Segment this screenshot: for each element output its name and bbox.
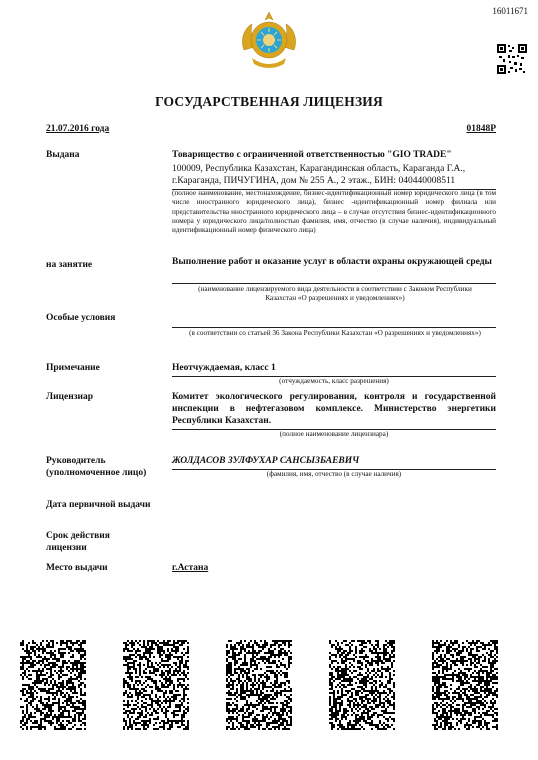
qr-code-icon [123,640,189,730]
validity-label-line2: лицензии [46,543,87,553]
qr-code-icon [329,640,395,730]
first-issue-label: Дата первичной выдачи [46,500,151,510]
state-emblem-icon [238,10,300,72]
licensor-label: Лицензиар [46,392,94,402]
issued-org-name: Товарищество с ограниченной ответственностью "GIO TRADE" [172,150,452,160]
qr-code-icon [432,640,498,730]
issued-address-line1: 100009, Республика Казахстан, Карагандинская область, Караганда Г.А., [172,164,466,174]
qr-code-icon [20,640,86,730]
license-number: 01848P [466,124,496,134]
head-value: ЖОЛДАСОВ ЗУЛФУХАР САНСЫЗБАЕВИЧ [172,456,360,466]
head-label-line1: Руководитель [46,456,106,466]
qr-code-icon [226,640,292,730]
remark-label: Примечание [46,363,100,373]
place-value: г.Астана [172,563,209,573]
licensor-note: (полное наименование лицензиара) [279,430,389,438]
remark-value: Неотчуждаемая, класс 1 [172,363,276,373]
conditions-note: (в соответствии со статьей 36 Закона Республики Казахстан «О разрешениях и уведомлениях») [189,329,481,337]
activity-label: на занятие [46,260,93,270]
head-label-line2: (уполномоченное лицо) [46,468,147,478]
activity-underline [172,283,496,284]
license-date: 21.07.2016 года [46,124,110,134]
conditions-label: Особые условия [46,313,116,323]
issued-address-line2: г.Караганда, ПИЧУГИНА, дом № 255 А., 2 этаж., БИН: 040440008511 [172,176,456,186]
activity-note: (наименование лицензируемого вида деятельности в соответствии с Законом Республики Казахстан «О разрешениях и уведомлениях») [198,285,472,303]
remark-note: (отчуждаемость, класс разрешения) [279,377,389,385]
document-number: 16011671 [492,6,528,16]
page-title: ГОСУДАРСТВЕННАЯ ЛИЦЕНЗИЯ [155,94,383,109]
issued-label: Выдана [46,150,80,160]
validity-label-line1: Срок действия [46,531,110,541]
activity-value: Выполнение работ и оказание услуг в области охраны окружающей среды [172,257,492,267]
conditions-underline [172,327,496,328]
issued-note: (полное наименование, местонахождение, бизнес-идентификационный номер юридического лица (в том числе иностранного юридического лица), бизнес -идентификационный номер филиала или представительства иностранного юридического лица – в случае отсутствия бизнес-идентификационного номера у юридического лица/полностью фамилия, имя, отчество (в случае наличия), индивидуальный идентификационный номер физического лица) [172,189,496,235]
licensor-value: Комитет экологического регулирования, контроля и государственной инспекции в нефтегазовом комплексе. Министерство энергетики Республики Казахстан. [172,392,496,426]
qr-code-icon [497,44,527,74]
head-note: (фамилия, имя, отчество (в случае наличия) [266,470,402,478]
place-label: Место выдачи [46,563,108,573]
